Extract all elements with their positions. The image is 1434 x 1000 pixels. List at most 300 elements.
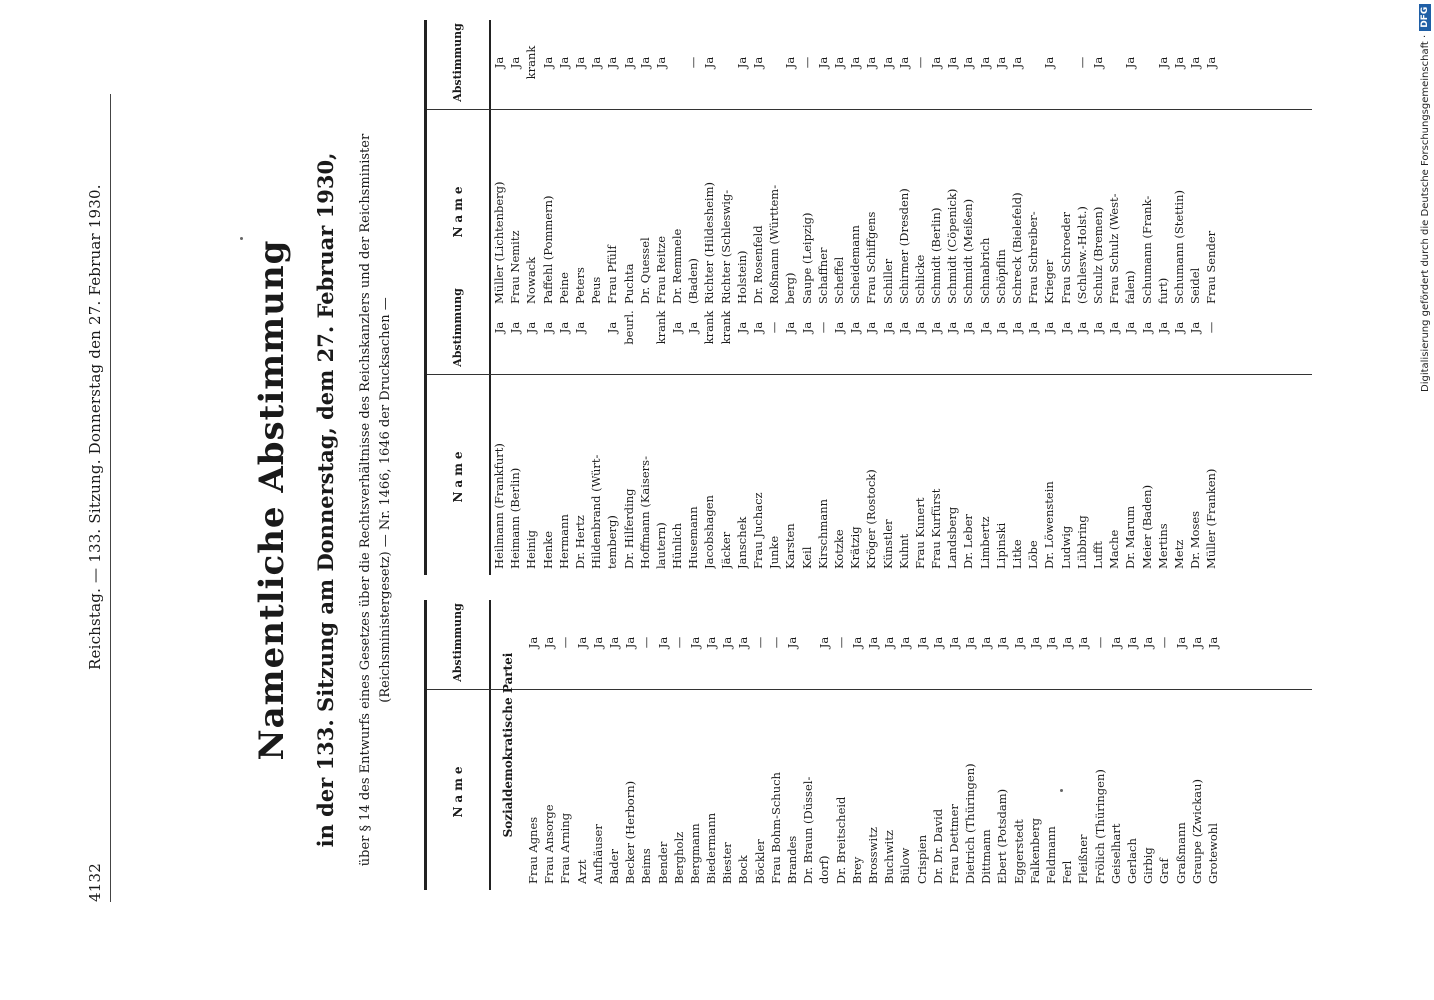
vote-value: Ja <box>848 321 863 334</box>
member-name: Biedermann <box>704 812 719 884</box>
table-row <box>621 20 637 310</box>
vote-value: krank <box>718 310 733 345</box>
header-name: Name <box>451 182 465 238</box>
table-row <box>588 285 604 575</box>
member-name: Beims <box>639 848 654 884</box>
vote-value: Ja <box>912 321 927 334</box>
member-name: Mertins <box>1155 523 1170 569</box>
vote-value: Ja <box>1090 56 1105 69</box>
member-name: Bender <box>655 841 670 884</box>
vote-value: Ja <box>542 636 557 649</box>
table-header <box>427 285 491 575</box>
table-row <box>928 285 944 575</box>
vote-value: — <box>768 636 783 649</box>
member-name: Bock <box>736 855 751 884</box>
credit-text: Digitalisierung gefördert durch die Deutsche Forschungsgemeinschaft · <box>1420 34 1431 392</box>
table-row <box>507 20 523 310</box>
vote-value: Ja <box>540 56 555 69</box>
table-row <box>638 600 654 890</box>
table-row <box>1124 600 1140 890</box>
vote-value: Ja <box>589 56 604 69</box>
member-name: Brey <box>849 856 864 884</box>
table-row <box>1075 600 1091 890</box>
member-name: Frau Nemitz <box>508 230 523 304</box>
table-row <box>701 20 717 310</box>
member-name: Löbe <box>1026 540 1041 569</box>
member-name: Puchta <box>621 263 636 304</box>
member-name: berg) <box>783 272 798 304</box>
member-name: Feldmann <box>1044 826 1058 884</box>
member-name: Mache <box>1107 529 1122 569</box>
table-row <box>946 600 962 890</box>
member-name: Frau Schroeder <box>1058 211 1073 304</box>
member-name: Schirmer (Dresden) <box>896 188 911 304</box>
vote-value: Ja <box>1205 636 1220 649</box>
member-name: Dr. Hilferding <box>621 488 636 569</box>
vote-value: Ja <box>945 56 960 69</box>
vote-value: — <box>815 321 830 334</box>
table-row <box>541 600 557 890</box>
table-row <box>491 20 507 310</box>
table-row <box>800 600 816 890</box>
member-name: Fleißner <box>1076 834 1091 884</box>
member-name: Brosswitz <box>865 827 880 884</box>
vote-value: Ja <box>783 56 798 69</box>
vote-value: Ja <box>961 56 976 69</box>
vote-value: Ja <box>687 636 702 649</box>
table-row <box>944 20 960 310</box>
vote-value: Ja <box>1042 321 1057 334</box>
member-name: Kirschmann <box>815 498 830 569</box>
table-row <box>897 600 913 890</box>
member-name: Dr. Löwenstein <box>1042 481 1057 569</box>
vote-value: Ja <box>720 636 735 649</box>
print-speck <box>240 237 243 240</box>
member-name: Graf <box>1157 858 1172 884</box>
vote-value: Ja <box>864 321 879 334</box>
vote-value: Ja <box>1107 321 1122 334</box>
table-row <box>833 600 849 890</box>
member-name: Richter (Schleswig- <box>718 189 733 304</box>
table-row <box>703 600 719 890</box>
member-name: Schumann (Frank- <box>1139 195 1154 304</box>
member-name: Dr. Leber <box>961 514 976 569</box>
member-name: Jacobshagen <box>702 495 717 569</box>
table-row <box>863 285 879 575</box>
vote-value: Ja <box>1171 321 1186 334</box>
vote-value: Ja <box>1010 321 1024 334</box>
vote-value: Ja <box>977 321 992 334</box>
member-name: Eggerstedt <box>1011 819 1026 884</box>
member-name: Schmidt (Cöpenick) <box>945 188 960 304</box>
table-row <box>1203 20 1219 310</box>
vote-value: Ja <box>880 56 895 69</box>
vote-value: Ja <box>799 321 814 334</box>
party-heading: Sozialdemokratische Partei <box>501 652 515 838</box>
table-row <box>1106 20 1122 310</box>
table-row <box>1025 285 1041 575</box>
vote-value: Ja <box>993 56 1008 69</box>
table-row <box>1041 20 1057 310</box>
vote-value: beurl. <box>621 310 636 345</box>
member-name: Ebert (Potsdam) <box>995 788 1010 884</box>
member-name: Schumann (Stettin) <box>1171 190 1186 304</box>
table-row <box>784 600 800 890</box>
table-row <box>815 20 831 310</box>
vote-value: Ja <box>817 636 832 649</box>
table-row <box>525 600 541 890</box>
table-row <box>960 20 976 310</box>
table-row <box>1156 600 1172 890</box>
vote-value: Ja <box>1155 56 1170 69</box>
table-row <box>1189 600 1205 890</box>
member-name: Frau Kunert <box>912 497 927 569</box>
member-name: Lübbring <box>1074 515 1089 569</box>
vote-value: Ja <box>655 636 670 649</box>
table-row <box>653 20 669 310</box>
vote-value: — <box>686 56 701 69</box>
member-name: lautern) <box>653 522 668 569</box>
member-name: Heimann (Berlin) <box>508 467 523 569</box>
member-name: Junke <box>767 535 782 569</box>
vote-value: Ja <box>751 56 765 69</box>
vote-value: Ja <box>1074 321 1089 334</box>
table-row <box>604 285 620 575</box>
vote-value: Ja <box>606 636 621 649</box>
table-row <box>1090 285 1106 575</box>
table-row <box>685 285 701 575</box>
table-row <box>572 20 588 310</box>
table-row <box>912 285 928 575</box>
member-name: Frau Reitze <box>653 235 668 304</box>
table-row <box>752 600 768 890</box>
page-subtitle: in der 133. Sitzung am Donnerstag, dem 27. Februar 1930, <box>313 152 338 848</box>
table-row <box>750 20 766 310</box>
table-row <box>1009 20 1025 310</box>
member-name: Künstler <box>880 519 895 569</box>
table-row <box>1058 20 1074 310</box>
table-row <box>914 600 930 890</box>
vote-value: Ja <box>849 636 864 649</box>
table-row <box>735 600 751 890</box>
table-row <box>944 285 960 575</box>
table-row <box>590 600 606 890</box>
vote-value: Ja <box>831 56 846 69</box>
vote-value: Ja <box>621 56 636 69</box>
vote-value: Ja <box>1188 321 1203 334</box>
description-line-2: (Reichsministergesetz) — Nr. 1466, 1646 der Drucksachen — <box>378 297 393 703</box>
digitization-credit <box>1418 0 1434 1000</box>
member-name: Frau Bohm-Schuch <box>768 772 783 884</box>
vote-value: Ja <box>1204 56 1219 69</box>
table-row <box>849 600 865 890</box>
table-row <box>637 285 653 575</box>
table-row <box>1139 285 1155 575</box>
member-name: Becker (Herborn) <box>623 780 638 884</box>
vote-value: Ja <box>605 321 620 334</box>
member-name: Kröger (Rostock) <box>864 469 879 569</box>
table-row <box>847 285 863 575</box>
member-name: Frölich (Thüringen) <box>1092 769 1107 884</box>
table-row <box>621 285 637 575</box>
member-name: Dietrich (Thüringen) <box>963 763 978 884</box>
vote-value: — <box>752 636 767 649</box>
table-row <box>896 285 912 575</box>
table-header <box>427 20 491 310</box>
vote-value: Ja <box>1090 321 1105 334</box>
member-name: Dr. Dr. David <box>930 808 945 884</box>
table-row <box>604 20 620 310</box>
table-row <box>962 600 978 890</box>
member-name: Meier (Baden) <box>1139 484 1154 569</box>
table-row <box>669 285 685 575</box>
table-row <box>766 20 782 310</box>
header-vote: Abstimmung <box>451 603 464 682</box>
member-name: temberg) <box>605 515 620 569</box>
table-row <box>622 600 638 890</box>
vote-value: Ja <box>508 56 523 69</box>
vote-value: — <box>671 636 686 649</box>
member-name: Bader <box>606 849 621 884</box>
table-row <box>671 600 687 890</box>
member-name: Hildenbrand (Würt- <box>589 454 604 569</box>
member-name: Kotzke <box>831 529 846 569</box>
vote-value: Ja <box>686 321 701 334</box>
member-name: Krieger <box>1042 259 1057 304</box>
vote-value: Ja <box>1139 321 1154 334</box>
vote-value: Ja <box>1124 636 1139 649</box>
vote-value: Ja <box>492 321 506 334</box>
member-name: Kuhnt <box>896 533 911 569</box>
table-row <box>572 285 588 575</box>
member-name: Heilmann (Frankfurt) <box>492 443 506 569</box>
member-name: Ferl <box>1060 860 1075 884</box>
table-row <box>1122 285 1138 575</box>
member-name: Keil <box>799 546 814 569</box>
table-row <box>1155 20 1171 310</box>
table-row <box>574 600 590 890</box>
table-row <box>734 285 750 575</box>
table-row <box>556 285 572 575</box>
member-name: furt) <box>1155 277 1170 304</box>
table-row <box>1171 20 1187 310</box>
table-body <box>491 285 1219 575</box>
dfg-logo: DFG <box>1419 4 1431 31</box>
vote-value: Ja <box>930 636 945 649</box>
member-name: Hoffmann (Kaisers- <box>637 456 652 569</box>
table-row <box>1173 600 1189 890</box>
vote-value: Ja <box>1026 321 1041 334</box>
member-name: Frau Pfülf <box>605 245 620 304</box>
vote-value: Ja <box>815 56 830 69</box>
vote-value: Ja <box>653 56 668 69</box>
running-head: Reichstag. — 133. Sitzung. Donnerstag den 27. Februar 1930. <box>86 184 104 670</box>
table-row <box>1025 20 1041 310</box>
member-name: Lipinski <box>993 522 1008 569</box>
table-row <box>653 285 669 575</box>
vote-value: Ja <box>1171 56 1186 69</box>
table-row <box>881 600 897 890</box>
table-row <box>766 285 782 575</box>
vote-value: Ja <box>898 636 913 649</box>
member-name: Frau Dettmer <box>946 804 961 884</box>
table-row <box>655 600 671 890</box>
member-name: Schaffner <box>815 247 830 304</box>
member-name: Henke <box>540 530 555 569</box>
table-row <box>993 20 1009 310</box>
vote-value: Ja <box>524 321 539 334</box>
header-name: Name <box>451 447 465 503</box>
table-row <box>799 20 815 310</box>
table-row <box>1108 600 1124 890</box>
vote-value: Ja <box>946 636 961 649</box>
table-row <box>523 285 539 575</box>
table-row <box>1027 600 1043 890</box>
member-name: Hermann <box>556 514 571 569</box>
member-name: Grotewohl <box>1205 823 1220 884</box>
print-speck <box>1060 789 1063 792</box>
table-row <box>669 20 685 310</box>
vote-value: Ja <box>1058 321 1073 334</box>
table-row <box>1203 285 1219 575</box>
vote-value: Ja <box>540 321 555 334</box>
member-name: Brandes <box>785 835 799 884</box>
vote-value: Ja <box>670 321 685 334</box>
table-row <box>782 20 798 310</box>
vote-value: Ja <box>702 56 717 69</box>
table-row <box>701 285 717 575</box>
table-row <box>734 20 750 310</box>
member-name: Frau Arning <box>558 812 573 884</box>
member-name: Frau Ansorge <box>542 804 557 884</box>
vote-value: Ja <box>979 636 994 649</box>
vote-value: Ja <box>783 321 798 334</box>
vote-value: Ja <box>880 321 895 334</box>
table-row <box>1058 285 1074 575</box>
vote-value: Ja <box>1155 321 1170 334</box>
member-name: Biester <box>720 842 735 884</box>
table-row <box>1187 285 1203 575</box>
table-row <box>831 20 847 310</box>
vote-value: — <box>1092 636 1107 649</box>
table-row <box>782 285 798 575</box>
member-name: Müller (Franken) <box>1204 468 1219 569</box>
vote-value: krank <box>653 310 668 345</box>
vote-value: Ja <box>977 56 992 69</box>
table-row <box>768 600 784 890</box>
header-vote: Abstimmung <box>451 23 464 102</box>
table-row <box>1074 285 1090 575</box>
member-name: Schnabrich <box>977 237 992 304</box>
member-name: Schlicke <box>912 254 927 304</box>
table-body <box>491 20 1219 310</box>
table-row <box>687 600 703 890</box>
member-name: Graßmann <box>1173 822 1188 884</box>
vote-value: Ja <box>1010 56 1024 69</box>
table-row <box>1043 600 1059 890</box>
vote-value: Ja <box>1042 56 1057 69</box>
vote-value: — <box>558 636 573 649</box>
member-name: Scheffel <box>831 256 846 304</box>
table-body <box>491 600 1221 890</box>
header-vote: Abstimmung <box>451 288 464 367</box>
table-row <box>1122 20 1138 310</box>
table-row <box>1187 20 1203 310</box>
vote-value: Ja <box>1044 636 1058 649</box>
vote-value: Ja <box>929 321 944 334</box>
table-row <box>557 600 573 890</box>
vote-value: Ja <box>556 56 571 69</box>
page-number: 4132 <box>86 863 104 902</box>
vote-value: Ja <box>623 636 638 649</box>
table-row <box>880 285 896 575</box>
member-name: Lufft <box>1090 541 1105 569</box>
table-row <box>977 285 993 575</box>
table-row <box>507 285 523 575</box>
member-name: (Baden) <box>686 258 701 304</box>
member-name: Bülow <box>898 847 913 884</box>
table-row <box>718 20 734 310</box>
vote-table-middle <box>424 285 1312 575</box>
vote-value: — <box>1157 636 1172 649</box>
member-name: Peus <box>589 276 604 304</box>
table-row <box>523 20 539 310</box>
table-row <box>1059 600 1075 890</box>
page-title: Namentliche Abstimmung <box>252 239 292 761</box>
table-row <box>1106 285 1122 575</box>
member-name: Dr. Rosenfeld <box>751 225 765 304</box>
vote-value: Ja <box>785 636 799 649</box>
vote-value: Ja <box>526 636 540 649</box>
member-name: Dr. Quessel <box>637 237 652 304</box>
vote-value: Ja <box>1011 636 1026 649</box>
member-name: Bergmann <box>687 823 702 884</box>
vote-value: Ja <box>1108 636 1123 649</box>
table-row <box>1090 20 1106 310</box>
vote-value: Ja <box>1173 636 1188 649</box>
member-name: Girbig <box>1141 847 1156 884</box>
table-row <box>1155 285 1171 575</box>
table-row <box>863 20 879 310</box>
table-row <box>928 20 944 310</box>
member-name: Böckler <box>752 839 767 884</box>
member-name: Litke <box>1010 539 1024 569</box>
vote-value: Ja <box>896 56 911 69</box>
member-name: (Schlesw.-Holst.) <box>1074 206 1089 304</box>
table-row <box>1041 285 1057 575</box>
vote-value: Ja <box>963 636 978 649</box>
member-name: Frau Juchacz <box>751 492 765 569</box>
member-name: Dr. Remmele <box>670 228 685 304</box>
vote-value: krank <box>702 310 717 345</box>
vote-value: Ja <box>896 321 911 334</box>
vote-table-right <box>424 20 1312 310</box>
table-row <box>1140 600 1156 890</box>
member-name: Falkenberg <box>1027 818 1042 884</box>
vote-value: Ja <box>751 321 765 334</box>
table-row <box>831 285 847 575</box>
vote-value: Ja <box>848 56 863 69</box>
table-row <box>993 285 1009 575</box>
table-row <box>978 600 994 890</box>
table-row <box>815 285 831 575</box>
member-name: Arzt <box>574 859 589 884</box>
vote-value: Ja <box>734 56 749 69</box>
member-name: Peine <box>556 272 571 304</box>
vote-value: — <box>1204 321 1219 334</box>
vote-value: Ja <box>865 636 880 649</box>
member-name: Dr. Moses <box>1188 510 1203 569</box>
